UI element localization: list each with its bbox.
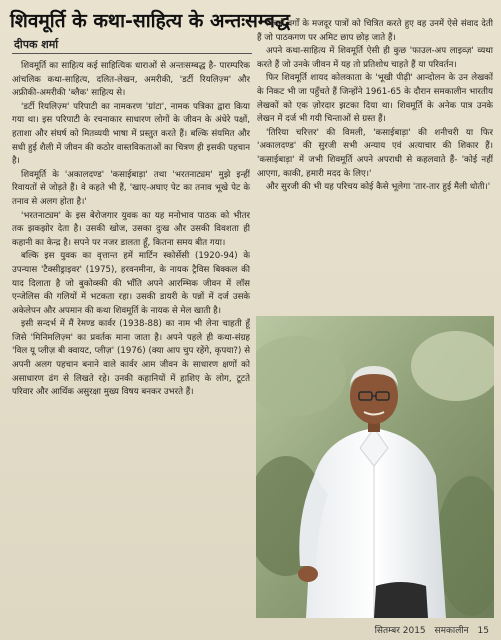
paragraph: निचले वर्गों के मजदूर पात्रों को चित्रित करते हुए वह उनमें ऐसे संवाद देती हैं जो पाठकगण पर अमिट छाप छोड़ जाते हैं। bbox=[257, 19, 493, 43]
page-footer bbox=[369, 623, 489, 636]
magazine-name: समकालीन bbox=[434, 626, 469, 636]
paragraph: अपने कथा-साहित्य में शिवमूर्ति ऐसी ही कुछ 'फाउल-अप लाइव्ज़' व्यथा करते हैं जो उनके जीवन में यह तो प्रतिशोध चाहते हैं या परिवर्तन। bbox=[257, 46, 493, 70]
paragraph: 'भरतनाट्यम' के इस बेरोजगार युवक का यह मनोभाव पाठक को भीतर तक झकझोर देता है। उसकी खोज, उसका दुःख और उसकी विवशता ही कहानी का केन्द्र है। सपने पर नजर डालता हूँ, कितना समय बीत गया। bbox=[12, 210, 250, 248]
author-photo bbox=[256, 316, 494, 618]
paragraph: 'डर्टी रियलिज़्म' परिपाटी का नामकरण 'ग्रांटा', नामक पत्रिका द्वारा किया गया था। इस परिपाटी के रचनाकार साधारण लोगों के जीवन के अंधेरे पक्षों, हताशा और संघर्ष को मितव्ययी भाषा में प्रस्तुत करते हैं। बल्कि संयमित और सधी हुई शैली में जीवन की कठोर वास्तविकताओं का चित्रण ही इसकी पहचान है। bbox=[12, 101, 250, 167]
paragraph: फिर शिवमूर्ति शायद कोलकाता के 'भूखी पीढ़ी' आन्दोलन के उन लेखकों के निकट भी जा पहुँचते हैं जिन्होंने 1961-65 के दौरान समकालीन भारतीय लेखकों को एक ज़ोरदार झटका दिया था। शिवमूर्ति के अनेक पात्र उनके लेखन में दर्ज भी गयी चिन्ताओं से ग्रस्त हैं। bbox=[257, 73, 493, 125]
page-number: 15 bbox=[477, 626, 489, 636]
article-title: शिवमूर्ति के कथा-साहित्य के अन्तःसम्बद्ध bbox=[10, 10, 291, 32]
title-rule bbox=[12, 53, 252, 54]
paragraph: और सुरजी की भी यह परिचय कोई कैसे भूलेगा 'तार-तार हुई मैली धोती।' bbox=[266, 182, 491, 193]
article-author: दीपक शर्मा bbox=[14, 38, 59, 51]
paragraph: शिवमूर्ति का साहित्य कई साहित्यिक धाराओं से अन्तःसम्बद्ध है- पारम्परिक आंचलिक कथा-साहित्य, दलित-लेखन, अमरीकी, 'डर्टी रियलिज़्म' और अफ्रीकी-अमरीकी 'ब्लैक' साहित्य से। bbox=[12, 61, 250, 99]
portrait-illustration bbox=[256, 316, 494, 618]
paragraph: इसी सन्दर्भ में मैं रेमण्ड कार्वर (1938-88) का नाम भी लेना चाहती हूँ जिसे 'मिनिमलिज़्म' का प्रवर्तक माना जाता है। अपने पहले ही कथा-संग्रह 'विल यू प्लीज़ बी क्वायट, प्लीज़' (1976) (क्या आप चुप रहेंगे, कृपया?) से अपनी अलग पहचान बनाने वाले कार्वर आम जीवन के साधारण क्षणों को असाधारण ढंग से लिखते रहे। उनकी कहानियों में हाशिए के लोग, टूटते परिवार और आर्थिक असुरक्षा मुख्य विषय बनकर उभरते हैं। bbox=[12, 319, 250, 398]
paragraph: 'तिरिया चरित्तर' की विमली, 'कसाईबाड़ा' की शनीचरी या फिर 'अकालदण्ड' की सुरजी सभी अन्याय एवं अत्याचार की शिकार हैं। 'कसाईबाड़ा' में जभी शिवमूर्ति अपने अपराधी से कहलवाते हैं- 'कोई नहीं आएगा, काकी, हमारी मदद के लिए।' bbox=[257, 127, 493, 179]
right-text-column bbox=[257, 18, 493, 340]
left-text-column bbox=[12, 60, 250, 618]
issue-date: सितम्बर 2015 bbox=[374, 626, 426, 636]
paragraph: शिवमूर्ति के 'अकालदण्ड' 'कसाईबाड़ा' तथा 'भरतनाट्यम' मुझे इन्हीं रिवायतों से जोड़ते हैं। वे कहते भी हैं, 'खाए-अघाए पेट का तनाव भूखे पेट के तनाव से अलग होता है।' bbox=[12, 169, 250, 207]
paragraph: बल्कि इस युवक का वृत्तान्त हमें मार्टिन स्कोर्सेसी (1920-94) के उपन्यास 'टैक्सीड्राइवर' (1975), हरवनमीना, के नायक ट्रैविस बिक्कल की याद दिलाता है जो बुकोव्स्की की भाँति अपने आरम्भिक जीवन में लॉस एन्जेलिस की गलियों में भटकता रहा। उसकी डायरी के पन्नों में दर्ज उसके अकेलेपन और अपमान की कथा शिवमूर्ति के नायक से मेल खाती है। bbox=[12, 251, 250, 316]
